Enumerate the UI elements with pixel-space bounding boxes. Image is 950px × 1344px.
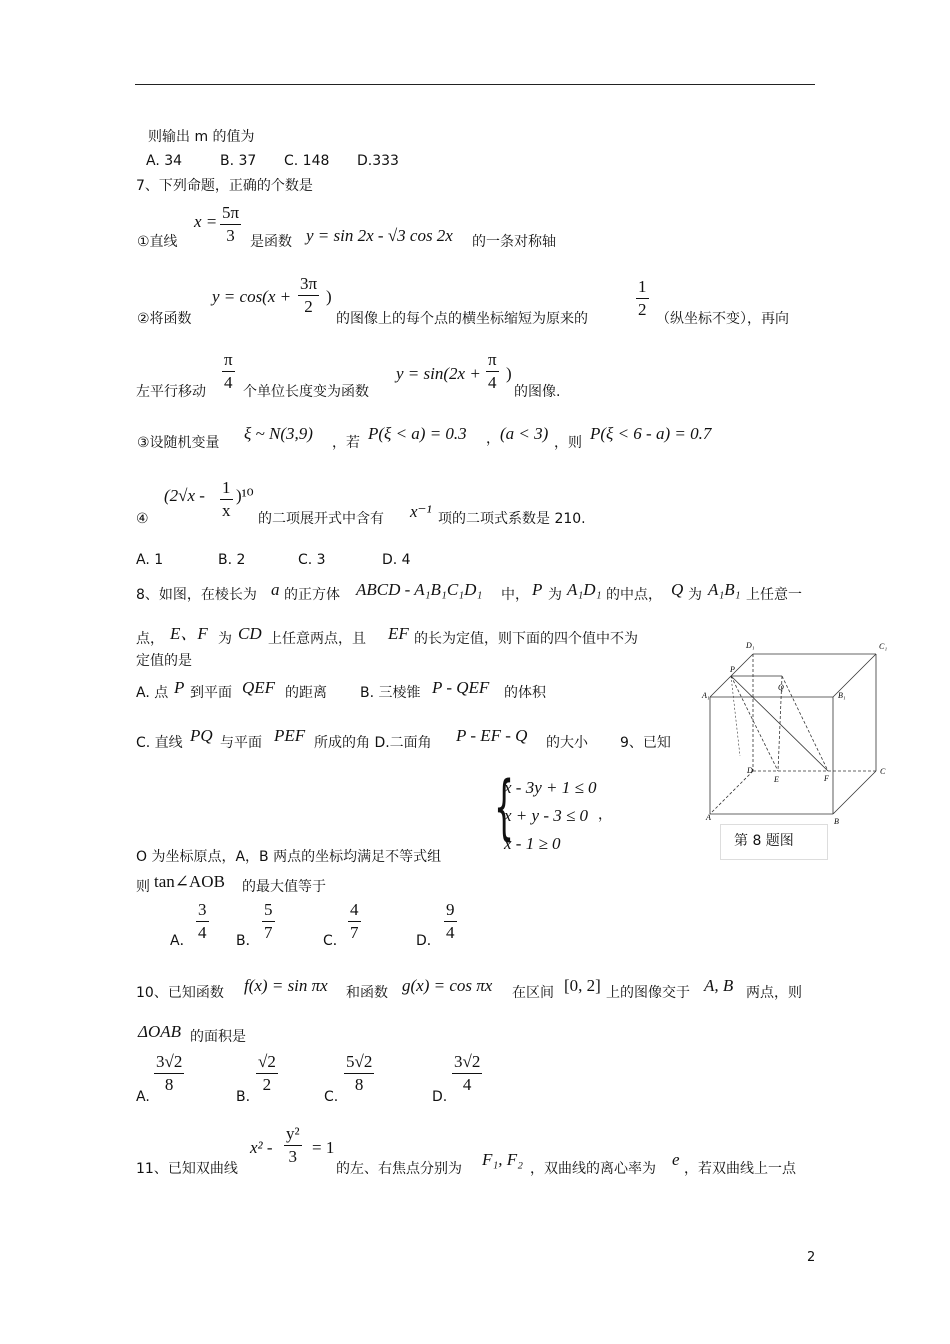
q6-option-a: A. 34 [146,153,183,169]
page-number: 2 [807,1250,816,1265]
q8-text-g: 上任意一 [746,587,802,603]
q9-opt-d: 9 4 [446,900,455,942]
q10-text-f: 的面积是 [190,1029,246,1045]
s2-text-a: ②将函数 [137,311,192,327]
q8-text-h: 点， [136,631,164,647]
q8-opt-b-2: P - QEF [432,678,490,697]
q8-text-d: 为 [548,587,562,603]
q8-edge-length: a [271,580,280,599]
q8-text-j: 上任意两点，且 [268,631,366,647]
q8-text-i: 为 [218,631,232,647]
q10-opt-c-label: C. [324,1089,339,1105]
q11-text-a: 11、已知双曲线 [136,1161,238,1177]
q8-opt-a-1: A. 点 [136,685,169,701]
q8-opt-d-text: 的大小 [546,735,588,751]
q7-option-a: A. 1 [136,552,164,568]
s1-text-b: 是函数 [250,234,292,250]
q9-ineq-3: x - 1 ≥ 0 [504,834,561,853]
q6-text: 则输出 m 的值为 [148,129,255,145]
q9-text-b: O 为坐标原点，A，B 两点的坐标均满足不等式组 [136,849,442,865]
q8-A1D1: A₁D₁ [567,580,602,599]
q11-x2: x² - [250,1138,273,1157]
q8-text-f: 为 [688,587,702,603]
q8-EF2: EF [388,624,409,643]
q8-EF: E、F [170,624,208,643]
q11-text-d: ，若双曲线上一点 [684,1161,796,1177]
q10-opt-a: 3√2 8 [156,1052,183,1094]
s3-text-c: ， [486,431,500,447]
s4-fraction: 1 x [222,478,231,520]
s3-text-a: ③设随机变量 [137,435,220,451]
q8-text-b: 的正方体 [284,587,340,603]
q8-opt-a-4: QEF [242,678,276,697]
s2-fraction: 3π 2 [300,274,318,316]
s1-den: 3 [226,226,235,245]
s3-condition: (a < 3) [500,424,549,443]
s4-power: x⁻¹ [410,502,432,521]
s3-text-d: ，则 [554,435,582,451]
q9-system [504,774,597,858]
s2-target-close: ) [506,364,512,383]
s2-text-b: 的图像上的每个点的横坐标缩短为原来的 [336,311,588,327]
header-rule [135,84,815,85]
q9-opt-d-label: D． [416,933,441,949]
q8-cube: ABCD - A₁B₁C₁D₁ [356,580,483,599]
q6-option-c: C. 148 [284,153,330,169]
q10-opt-b-label: B. [236,1089,251,1105]
q10-AB: A, B [704,976,734,995]
label-B1: B₁ [838,691,846,700]
s2-half: 1 2 [638,277,647,319]
q8-text-e: 的中点， [606,587,662,603]
s3-text-b: ，若 [332,435,360,451]
s4-formula: (2√x - [164,486,205,505]
q10-text-c: 在区间 [512,985,554,1001]
q8-opt-b-3: 的体积 [504,685,546,701]
q9-ineq-1: x - 3y + 1 ≤ 0 [504,778,597,797]
label-E: E [774,775,779,784]
q10-opt-d: 3√2 4 [454,1052,481,1094]
q9-brace: { [494,766,515,848]
q8-text-k: 的长为定值，则下面的四个值中不为 [414,631,638,647]
q8-P: P [532,580,543,599]
q11-fraction: y² 3 [286,1124,300,1166]
label-D: D [747,766,753,775]
q11-eq: = 1 [312,1138,335,1157]
q7-option-c: C. 3 [298,552,326,568]
q9-tan: tan∠AOB [154,872,225,891]
q10-opt-a-label: A. [136,1089,150,1105]
q8-opt-d-formula: P - EF - Q [456,726,528,745]
label-C: C [880,767,886,776]
q9-opt-c: 4 7 [350,900,359,942]
s3-distribution: ξ ~ N(3,9) [244,424,313,443]
label-D1: D₁ [746,641,755,650]
q8-text-a: 8、如图，在棱长为 [136,587,257,603]
q9-text-d: 的最大值等于 [242,879,326,895]
label-P: P [730,665,735,674]
q10-opt-d-label: D. [432,1089,448,1105]
label-A1: A₁ [702,691,710,700]
s4-text-a: ④ [136,511,149,527]
q8-opt-a-3: 到平面 [190,685,232,701]
s3-prob-2: P(ξ < 6 - a) = 0.7 [590,424,712,443]
s1-num: 5π [222,203,240,222]
s2-formula: y = cos(x + [212,287,292,306]
q10-text-d: 上的图像交于 [606,985,690,1001]
q8-text-c: 中， [501,587,529,603]
q8-A1B1: A₁B₁ [708,580,741,599]
s2-text-d: 左平行移动 [136,384,206,400]
q8-opt-c-5: 所成的角 D.二面角 [314,735,432,751]
q11-foci: F₁, F₂ [482,1150,524,1169]
s1-text-a: ①直线 [137,234,178,250]
q9-comma: ， [598,807,612,823]
s2-close-paren: ) [326,287,332,306]
s4-close: )¹⁰ [236,486,254,505]
s2-text-c: （纵坐标不变），再向 [656,311,789,327]
q8-opt-c-3: 与平面 [220,735,262,751]
q8-CD: CD [238,624,262,643]
q10-opt-b: √2 2 [258,1052,276,1094]
label-Q: Q [778,683,784,692]
s2-target-formula: y = sin(2x + [396,364,481,383]
figure-caption: 第 8 题图 [734,833,794,849]
s2-pi-fraction: π 4 [224,350,233,392]
q9-ineq-2: x + y - 3 ≤ 0 [504,806,589,825]
q10-triangle: ΔOAB [138,1022,182,1041]
q9-opt-b-label: B． [236,933,260,949]
q6-option-d: D.333 [357,153,399,169]
q10-f: f(x) = sin πx [244,976,328,995]
label-A: A [706,813,711,822]
q10-text-a: 10、已知函数 [136,985,224,1001]
q8-opt-b-1: B. 三棱锥 [360,685,421,701]
s2-text-f: 的图像. [514,384,561,400]
q8-opt-c-4: PEF [274,726,306,745]
label-F: F [824,774,829,783]
s3-prob-1: P(ξ < a) = 0.3 [368,424,467,443]
label-C1: C₁ [879,642,888,651]
q8-opt-a-5: 的距离 [285,685,327,701]
q9-opt-a-label: A． [170,933,194,949]
q8-opt-c-2: PQ [190,726,213,745]
q11-text-b: 的左、右焦点分别为 [336,1161,462,1177]
q7-option-b: B. 2 [218,552,246,568]
q9-text-a: 9、已知 [620,735,671,751]
q10-text-b: 和函数 [346,985,388,1001]
q8-Q: Q [671,580,684,599]
cube-figure [700,636,900,826]
q10-g: g(x) = cos πx [402,976,493,995]
label-B: B [834,817,839,826]
q10-opt-c: 5√2 8 [346,1052,373,1094]
q9-opt-a: 3 4 [198,900,207,942]
s2-text-e: 个单位长度变为函数 [243,384,369,400]
q9-text-c: 则 [136,879,150,895]
q9-opt-b: 5 7 [264,900,273,942]
s2-target-fraction: π 4 [488,350,497,392]
q6-option-b: B. 37 [220,153,257,169]
s1-x-eq: x = [194,212,218,231]
q8-opt-c-1: C. 直线 [136,735,183,751]
q9-opt-c-label: C． [323,933,347,949]
q8-opt-a-2: P [174,678,185,697]
q10-interval: [0, 2] [564,976,601,995]
q7-stem: 7、下列命题，正确的个数是 [136,178,313,194]
q7-option-d: D. 4 [382,552,411,568]
q8-text-l: 定值的是 [136,653,192,669]
s1-formula: y = sin 2x - √3 cos 2x [306,226,453,245]
s4-text-b: 的二项展开式中含有 [258,511,384,527]
q11-e: e [672,1150,680,1169]
q10-text-e: 两点，则 [746,985,802,1001]
s1-text-c: 的一条对称轴 [472,234,556,250]
s1-fraction [220,203,241,246]
q11-text-c: ，双曲线的离心率为 [530,1161,656,1177]
s4-text-c: 项的二项式系数是 210. [438,511,586,527]
